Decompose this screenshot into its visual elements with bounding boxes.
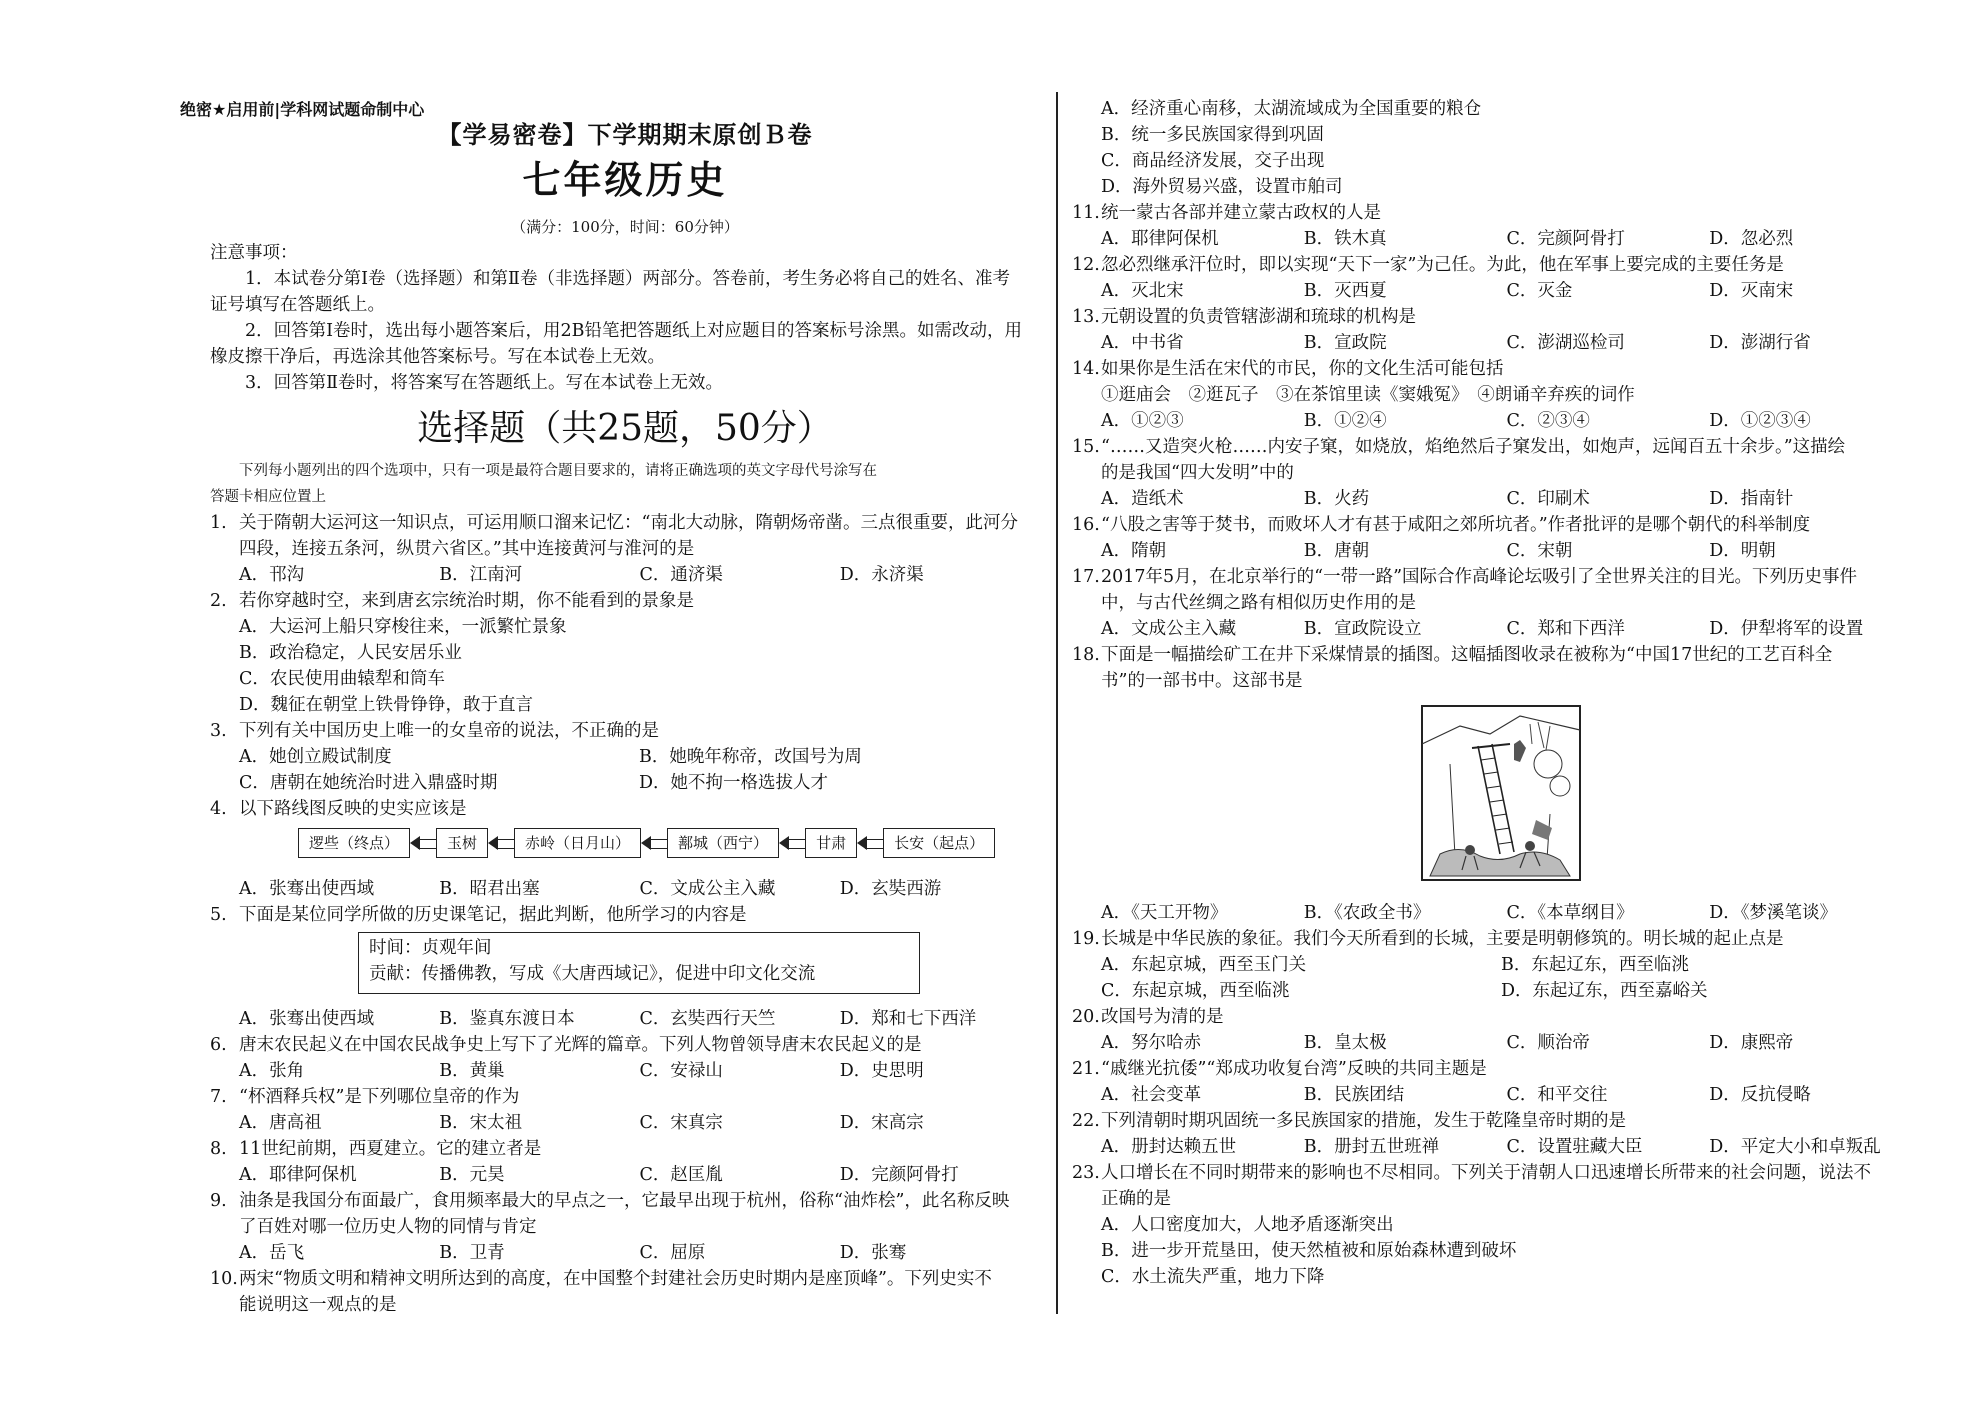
options [210,1240,1040,1266]
notice-label: 注意事项： [210,243,298,263]
option-b[interactable]: B．①②④ [1303,411,1387,431]
option-c[interactable]: C．完颜阿骨打 [1506,229,1625,249]
option-a[interactable]: A．造纸术 [1101,489,1184,509]
question-6 [210,1032,1040,1058]
options [1072,1238,1912,1264]
question-text: “……又造突火枪……内安子窠，如烧放，焰绝然后子窠发出，如炮声，远闻百五十余步。”这描绘 [1101,437,1846,457]
question-3 [210,718,1040,744]
options [1072,616,1912,642]
question-number: 12. [1072,255,1100,275]
option-a[interactable]: A．人口密度加大，人地矛盾逐渐突出 [1101,1215,1394,1235]
question-number: 17. [1072,567,1100,587]
option-c[interactable]: C．安禄山 [639,1061,723,1081]
option-d[interactable]: D．永济渠 [839,565,924,585]
option-a[interactable]: A．灭北宋 [1101,281,1184,301]
options [1072,174,1912,200]
option-c[interactable]: C．屈原 [639,1243,706,1263]
left-arrow-icon [488,837,514,849]
option-c[interactable]: C．商品经济发展，交子出现 [1101,151,1325,171]
options [210,640,1040,666]
question-18 [1072,642,1912,694]
question-text: 下列清朝时期巩固统一多民族国家的措施，发生于乾隆皇帝时期的是 [1101,1111,1626,1131]
options [1072,122,1912,148]
question-17 [1072,564,1912,616]
option-c[interactable]: C．通济渠 [639,565,723,585]
options [1072,1082,1912,1108]
option-d[interactable]: D．平定大小和卓叛乱 [1709,1137,1881,1157]
notice-item: 2．回答第Ⅰ卷时，选出每小题答案后，用2B铅笔把答题纸上对应题目的答案标号涂黑。如需改动，用 [245,321,1023,341]
option-b[interactable]: B．东起辽东，西至临洮 [1501,955,1689,975]
question-number: 7. [210,1087,227,1107]
option-c[interactable]: C．唐朝在她统治时进入鼎盛时期 [239,773,498,793]
question-number: 18. [1072,645,1100,665]
options [1072,330,1912,356]
left-column [210,96,1040,1318]
option-a[interactable]: A．耶律阿保机 [239,1165,357,1185]
route-stop: 鄯城（西宁） [667,828,779,858]
options [1072,900,1912,926]
option-a[interactable]: A．社会变革 [1101,1085,1202,1105]
option-b[interactable]: B．昭君出塞 [439,879,540,899]
question-number: 16. [1072,515,1100,535]
option-a[interactable]: A．她创立殿试制度 [239,747,392,767]
question-text: 中，与古代丝绸之路有相似历史作用的是 [1101,593,1416,613]
options [1072,1264,1912,1290]
option-b[interactable]: B．宋太祖 [439,1113,523,1133]
question-number: 21. [1072,1059,1100,1079]
route-stop: 甘肃 [805,828,857,858]
question-22 [1072,1108,1912,1134]
question-number: 3. [210,721,227,741]
options [1072,226,1912,252]
question-text: 如果你是生活在宋代的市民，你的文化生活可能包括 [1101,359,1504,379]
option-c[interactable]: C．农民使用曲辕犁和筒车 [239,669,445,689]
question-11 [1072,200,1912,226]
question-text: “戚继光抗倭”“郑成功收复台湾”反映的共同主题是 [1101,1059,1487,1079]
question-number: 2. [210,591,227,611]
right-column [1072,96,1912,1290]
options [1072,278,1912,304]
question-text: 四段，连接五条河，纵贯六省区。”其中连接黄河与淮河的是 [239,539,695,559]
option-b[interactable]: B．铁木真 [1303,229,1387,249]
option-c[interactable]: C．②③④ [1506,411,1590,431]
option-a[interactable]: A．唐高祖 [239,1113,322,1133]
score-info: （满分：100分，时间：60分钟） [511,218,739,236]
question-text: 以下路线图反映的史实应该是 [239,799,467,819]
option-c[interactable]: C．赵匡胤 [639,1165,723,1185]
options [1072,1212,1912,1238]
question-13 [1072,304,1912,330]
option-b[interactable]: B．进一步开荒垦田，使天然植被和原始森林遭到破坏 [1101,1241,1517,1261]
route-stop: 玉树 [436,828,488,858]
option-d[interactable]: D．宋高宗 [839,1113,924,1133]
note-line: 时间：贞观年间 [369,938,492,958]
question-text: 了百姓对哪一位历史人物的同情与肯定 [239,1217,537,1237]
option-a[interactable]: A．耶律阿保机 [1101,229,1219,249]
option-c[interactable]: C．《本草纲目》 [1506,903,1634,923]
section-instruction: 下列每小题列出的四个选项中，只有一项是最符合题目要求的，请将正确选项的英文字母代号涂写在 [239,463,877,479]
question-text: 的是我国“四大发明”中的 [1101,463,1294,483]
options [210,1110,1040,1136]
question-text: 若你穿越时空，来到唐玄宗统治时期，你不能看到的景象是 [239,591,694,611]
question-text: 下面是某位同学所做的历史课笔记，据此判断，他所学习的内容是 [239,905,747,925]
options [1072,1030,1912,1056]
option-d[interactable]: D．海外贸易兴盛，设置市舶司 [1101,177,1343,197]
question-number: 15. [1072,437,1100,457]
option-b[interactable]: B．黄巢 [439,1061,505,1081]
left-arrow-icon [779,837,805,849]
options [1072,978,1912,1004]
options [1072,486,1912,512]
option-d[interactable]: D．①②③④ [1709,411,1811,431]
option-b[interactable]: B．卫青 [439,1243,505,1263]
option-c[interactable]: C．印刷术 [1506,489,1590,509]
option-a[interactable]: A．册封达赖五世 [1101,1137,1237,1157]
question-number: 1. [210,513,227,533]
question-8 [210,1136,1040,1162]
column-divider [1056,92,1058,1314]
question-number: 4. [210,799,227,819]
question-text: 元朝设置的负责管辖澎湖和琉球的机构是 [1101,307,1416,327]
note-line: 贡献：传播佛教，写成《大唐西域记》，促进中印文化交流 [369,964,816,984]
route-stop: 赤岭（日月山） [514,828,641,858]
question-number: 22. [1072,1111,1100,1131]
options [210,666,1040,692]
question-text: 改国号为清的是 [1101,1007,1224,1027]
option-a[interactable]: A．东起京城，西至玉门关 [1101,955,1307,975]
options [1072,952,1912,978]
options [1072,148,1912,174]
option-c[interactable]: C．设置驻藏大臣 [1506,1137,1643,1157]
section-title: 选择题（共25题，50分） [417,408,833,449]
option-c[interactable]: C．玄奘西行天竺 [639,1009,776,1029]
question-text: 下列有关中国历史上唯一的女皇帝的说法，不正确的是 [239,721,659,741]
question-2 [210,588,1040,614]
left-arrow-icon [641,837,667,849]
question-14 [1072,356,1912,408]
option-b[interactable]: B．江南河 [439,565,523,585]
option-d[interactable]: D．她不拘一格选拔人才 [639,773,829,793]
question-number: 10. [210,1269,238,1289]
option-d[interactable]: D．东起辽东，西至嘉峪关 [1501,981,1708,1001]
question-text: 下面是一幅描绘矿工在井下采煤情景的插图。这幅插图收录在被称为“中国17世纪的工艺百科全 [1101,645,1833,665]
question-15 [1072,434,1912,486]
option-d[interactable]: D．郑和七下西洋 [839,1009,977,1029]
option-b[interactable]: B．唐朝 [1303,541,1370,561]
notice-item: 证号填写在答题纸上。 [210,295,385,315]
question-text: 书”的一部书中。这部书是 [1101,671,1303,691]
option-b[interactable]: B．册封五世班禅 [1303,1137,1440,1157]
route-diagram [298,826,1040,860]
options [210,1058,1040,1084]
left-arrow-icon [857,837,883,849]
option-a[interactable]: A．经济重心南移，太湖流域成为全国重要的粮仓 [1101,99,1482,119]
question-text: 人口增长在不同时期带来的影响也不尽相同。下列关于清朝人口迅速增长所带来的社会问题，说法不 [1101,1163,1871,1183]
option-d[interactable]: D．玄奘西游 [839,879,942,899]
question-text: 正确的是 [1101,1189,1171,1209]
options [210,692,1040,718]
option-d[interactable]: D．灭南宋 [1709,281,1794,301]
option-a[interactable]: A．岳飞 [239,1243,305,1263]
option-a[interactable]: A．文成公主入藏 [1101,619,1237,639]
option-b[interactable]: B．灭西夏 [1303,281,1387,301]
question-number: 14. [1072,359,1100,379]
question-text: 唐末农民起义在中国农民战争史上写下了光辉的篇章。下列人物曾领导唐末农民起义的是 [239,1035,922,1055]
question-text: 两宋“物质文明和精神文明所达到的高度，在中国整个封建社会历史时期内是座顶峰”。下列史实不 [239,1269,992,1289]
option-d[interactable]: D．指南针 [1709,489,1794,509]
options [1072,96,1912,122]
section-instruction: 答题卡相应位置上 [210,489,326,505]
question-number: 6. [210,1035,227,1055]
options [210,1162,1040,1188]
left-arrow-icon [410,837,436,849]
options [210,876,1040,902]
question-text: 能说明这一观点的是 [239,1295,397,1315]
option-b[interactable]: B．鉴真东渡日本 [439,1009,575,1029]
option-d[interactable]: D．完颜阿骨打 [839,1165,959,1185]
question-23 [1072,1160,1912,1212]
question-text: 长城是中华民族的象征。我们今天所看到的长城，主要是明朝修筑的。明长城的起止点是 [1101,929,1784,949]
option-c[interactable]: C．水土流失严重，地力下降 [1101,1267,1325,1287]
option-c[interactable]: C．顺治帝 [1506,1033,1590,1053]
option-b[interactable]: B．政治稳定，人民安居乐业 [239,643,462,663]
option-c[interactable]: C．澎湖巡检司 [1506,333,1625,353]
options [210,770,1040,796]
question-12 [1072,252,1912,278]
option-b[interactable]: B．火药 [1303,489,1370,509]
option-c[interactable]: C．文成公主入藏 [639,879,776,899]
coal-mining-illustration-image [1420,704,1582,882]
option-d[interactable]: D．明朝 [1709,541,1776,561]
question-21 [1072,1056,1912,1082]
options [210,562,1040,588]
option-c[interactable]: C．灭金 [1506,281,1573,301]
option-a[interactable]: A．努尔哈赤 [1101,1033,1202,1053]
option-c[interactable]: C．和平交往 [1506,1085,1608,1105]
option-a[interactable]: A．隋朝 [1101,541,1167,561]
option-d[interactable]: D．反抗侵略 [1709,1085,1811,1105]
option-b[interactable]: B．民族团结 [1303,1085,1405,1105]
class-note-box [358,932,920,994]
question-number: 9. [210,1191,227,1211]
coal-mining-illustration [1420,704,1582,882]
option-d[interactable]: D．康熙帝 [1709,1033,1794,1053]
option-d[interactable]: D．伊犁将军的设置 [1709,619,1864,639]
question-10 [210,1266,1040,1318]
option-a[interactable]: A．张角 [239,1061,305,1081]
question-number: 19. [1072,929,1100,949]
option-a[interactable]: A．张骞出使西域 [239,1009,375,1029]
options [1072,408,1912,434]
option-a[interactable]: A．邗沟 [239,565,305,585]
option-a[interactable]: A．《天工开物》 [1101,903,1228,923]
route-stop: 长安（起点） [883,828,995,858]
question-number: 5. [210,905,227,925]
question-text: 统一蒙古各部并建立蒙古政权的人是 [1101,203,1381,223]
option-c[interactable]: C．宋朝 [1506,541,1573,561]
question-text: “杯酒释兵权”是下列哪位皇帝的作为 [239,1087,520,1107]
options [210,744,1040,770]
option-c[interactable]: C．郑和下西洋 [1506,619,1625,639]
question-5 [210,902,1040,928]
option-b[interactable]: B．元昊 [439,1165,505,1185]
options [210,1006,1040,1032]
question-text: 2017年5月，在北京举行的“一带一路”国际合作高峰论坛吸引了全世界关注的目光。下列历史事件 [1101,567,1858,587]
exam-subtitle: 【学易密卷】下学期期末原创Ｂ卷 [437,120,813,149]
question-text: 关于隋朝大运河这一知识点，可运用顺口溜来记忆：“南北大动脉，隋朝炀帝凿。三点很重要，此河分 [239,513,1018,533]
option-b[interactable]: B．统一多民族国家得到巩固 [1101,125,1324,145]
option-d[interactable]: D．忽必烈 [1709,229,1794,249]
question-9 [210,1188,1040,1240]
notice-item: 1．本试卷分第Ⅰ卷（选择题）和第Ⅱ卷（非选择题）两部分。答卷前，考生务必将自己的姓名、准考 [245,269,1010,289]
question-number: 23. [1072,1163,1100,1183]
question-number: 11. [1072,203,1100,223]
option-d[interactable]: D．《梦溪笔谈》 [1709,903,1838,923]
question-19 [1072,926,1912,952]
question-text: ①逛庙会 ②逛瓦子 ③在茶馆里读《窦娥冤》 ④朗诵辛弃疾的词作 [1101,385,1635,405]
options [210,614,1040,640]
option-b[interactable]: B．宣政院设立 [1303,619,1422,639]
option-c[interactable]: C．东起京城，西至临洮 [1101,981,1290,1001]
option-b[interactable]: B．皇太极 [1303,1033,1387,1053]
question-20 [1072,1004,1912,1030]
question-text: “八股之害等于焚书，而败坏人才有甚于咸阳之郊所坑者。”作者批评的是哪个朝代的科举制度 [1101,515,1811,535]
exam-title: 七年级历史 [522,157,728,202]
option-b[interactable]: B．宣政院 [1303,333,1387,353]
option-c[interactable]: C．宋真宗 [639,1113,723,1133]
options [1072,538,1912,564]
option-d[interactable]: D．澎湖行省 [1709,333,1811,353]
question-text: 忽必烈继承汗位时，即以实现“天下一家”为己任。为此，他在军事上要完成的主要任务是 [1101,255,1784,275]
option-d[interactable]: D．张骞 [839,1243,907,1263]
question-text: 油条是我国分布面最广，食用频率最大的早点之一，它最早出现于杭州，俗称“油炸桧”，此名称反映 [239,1191,1010,1211]
option-a[interactable]: A．大运河上船只穿梭往来，一派繁忙景象 [239,617,567,637]
option-d[interactable]: D．魏征在朝堂上铁骨铮铮，敢于直言 [239,695,534,715]
option-a[interactable]: A．①②③ [1101,411,1184,431]
question-7 [210,1084,1040,1110]
question-number: 8. [210,1139,227,1159]
option-a[interactable]: A．中书省 [1101,333,1184,353]
option-d[interactable]: D．史思明 [839,1061,924,1081]
question-text: 11世纪前期，西夏建立。它的建立者是 [239,1139,542,1159]
option-b[interactable]: B．《农政全书》 [1303,903,1431,923]
notice-item: 3．回答第Ⅱ卷时，将答案写在答题纸上。写在本试卷上无效。 [245,373,724,393]
question-4 [210,796,1040,822]
question-number: 20. [1072,1007,1100,1027]
option-b[interactable]: B．她晚年称帝，改国号为周 [639,747,862,767]
option-a[interactable]: A．张骞出使西域 [239,879,375,899]
route-stop: 逻些（终点） [298,828,410,858]
top-secret-label: 绝密★启用前|学科网试题命制中心 [180,100,425,119]
options [1072,1134,1912,1160]
notice-item: 橡皮擦干净后，再选涂其他答案标号。写在本试卷上无效。 [210,347,665,367]
question-number: 13. [1072,307,1100,327]
question-1 [210,510,1040,562]
question-16 [1072,512,1912,538]
